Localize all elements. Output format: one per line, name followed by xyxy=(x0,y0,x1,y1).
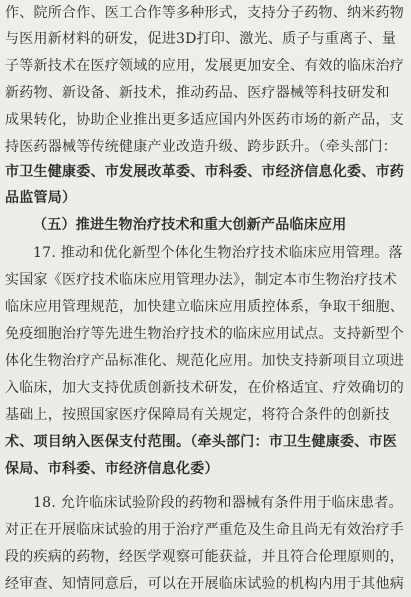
text-line: 作、院所合作、医工合作等多种形式，支持分子药物、纳米药物 xyxy=(5,5,404,21)
text-line: 经审查、知情同意后，可以在开展临床试验的机构内用于其他病 xyxy=(5,576,404,592)
text-line: 市卫生健康委、市发展改革委、市科委、市经济信息化委、市药 xyxy=(5,164,404,180)
text-line: 入临床，加大支持优质创新技术研发，在价格适宜、疗效确切的 xyxy=(5,380,404,396)
text-line: 对正在开展临床试验的用于治疗严重危及生命且尚无有效治疗手 xyxy=(5,522,404,538)
text-line: 持医药器械等传统健康产业改造升级、跨步跃升。（牵头部门： xyxy=(5,139,397,155)
text-line: 基础上，按照国家医疗保障局有关规定，将符合条件的创新技 xyxy=(5,407,390,423)
text-line: 18. 允许临床试验阶段的药物和器械有条件用于临床患者。 xyxy=(33,495,403,511)
text-line: 成果转化，协助企业推出更多适应国内外医药市场的新产品，支 xyxy=(5,112,404,128)
text-line: 新药物、新设备、新技术，推动药品、医疗器械等科技研发和 xyxy=(5,85,390,101)
text-line: 免疫细胞治疗等先进生物治疗技术的临床应用试点。支持新型个 xyxy=(5,326,404,342)
section-heading: （五）推进生物治疗技术和重大创新产品临床应用 xyxy=(33,217,347,233)
text-line: 子等新技术在医疗领域的应用，发展更加安全、有效的临床治疗 xyxy=(5,58,404,74)
text-line: 实国家《医疗技术临床应用管理办法》，制定本市生物治疗技术 xyxy=(5,272,397,288)
text-line: 17. 推动和优化新型个体化生物治疗技术临床应用管理。落 xyxy=(33,245,403,261)
text-line: 品监管局） xyxy=(5,190,77,206)
text-line: 体化生物治疗产品标准化、规范化应用。加快支持新项目立项进 xyxy=(5,353,404,369)
text-line: 段的疾病的药物，经医学观察可能获益，并且符合伦理原则的， xyxy=(5,549,404,565)
text-line: 保局、市科委、市经济信息化委） xyxy=(5,461,219,477)
text-line: 术、项目纳入医保支付范围。（牵头部门：市卫生健康委、市医 xyxy=(5,434,397,450)
text-line: 临床应用管理规范，加快建立临床应用质控体系，争取干细胞、 xyxy=(5,299,404,315)
text-line: 与医用新材料的研发，促进3D打印、激光、质子与重离子、量 xyxy=(5,31,397,47)
